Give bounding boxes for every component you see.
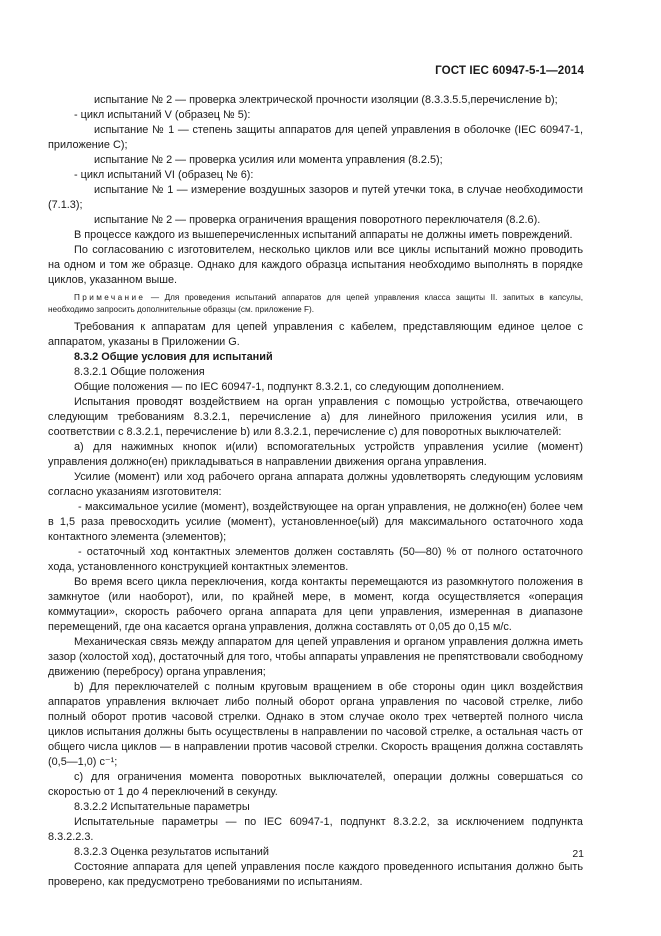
paragraph: Состояние аппарата для цепей управления после каждого проведенного испытания должно быть проверено, как предусмотрено требованиями по испытаниям. <box>48 861 583 888</box>
paragraph: - максимальное усилие (момент), воздействующее на орган управления, не должно(ен) более чем в 1,5 раза превосходить усилие (момент), установленное(ый) для максимального остаточного хода контактного элемента (элементов); <box>48 501 583 543</box>
note-text: — Для проведения испытаний аппаратов для цепей управления класса защиты II. запитых в капсулы, необходимо запросить дополнительные образцы (см. приложение F). <box>48 293 583 314</box>
text-section-2 <box>48 320 583 890</box>
paragraph: а) для нажимных кнопок и(или) вспомогательных устройств управления усилие (момент) управления должно(ен) прикладываться в направлении движения органа управления. <box>48 441 583 468</box>
paragraph: испытание № 2 — проверка усилия или момента управления (8.2.5); <box>94 154 443 166</box>
note-label: Примечание <box>74 293 146 302</box>
paragraph: - остаточный ход контактных элементов должен составлять (50—80) % от полного остаточного хода, установленного конструкцией контактных элементов. <box>48 546 583 573</box>
paragraph: - цикл испытаний VI (образец № 6): <box>74 169 254 181</box>
text-section-1 <box>48 93 583 288</box>
paragraph: Во время всего цикла переключения, когда контакты перемещаются из разомкнутого положения в замкнутое (или наоборот), или, по крайней мере, в момент, когда осуществляется «операция коммутации», скорость рабочего органа аппарата для цепи управления, измеренная в диапазоне перемещений, где она касается органа управления, должна составлять от 0,05 до 0,15 м/с. <box>48 576 583 633</box>
note-paragraph <box>48 292 583 315</box>
paragraph: b) Для переключателей с полным круговым вращением в обе стороны один цикл воздействия аппаратов управления включает либо полный оборот органа управления по часовой стрелке, либо полный оборот против часовой стрелки. Однако в этом случае около трех четвертей полного числа циклов испытания должны быть осуществлены в направлении по часовой стрелке, а остальная часть от общего числа циклов — в направлении против часовой стрелки. Скорость вращения должна составлять (0,5—1,0) с⁻¹; <box>48 681 583 768</box>
paragraph: испытание № 1 — степень защиты аппаратов для цепей управления в оболочке (IEC 60947-1, приложение С); <box>48 124 583 151</box>
paragraph: Механическая связь между аппаратом для цепей управления и органом управления должна иметь зазор (холостой ход), достаточный для того, чтобы аппараты управления не препятствовали свободному движению (перебросу) органа управления; <box>48 636 583 678</box>
paragraph: 8.3.2.1 Общие положения <box>74 366 205 378</box>
document-body <box>48 93 583 890</box>
paragraph: Требования к аппаратам для цепей управления с кабелем, представляющим единое целое с аппаратом, указаны в Приложении G. <box>48 321 583 348</box>
paragraph: 8.3.2.3 Оценка результатов испытаний <box>74 846 269 858</box>
paragraph: 8.3.2 Общие условия для испытаний <box>74 351 273 363</box>
paragraph: испытание № 2 — проверка электрической прочности изоляции (8.3.3.5.5,перечисление b); <box>94 94 558 106</box>
document-header: ГОСТ IEC 60947-5-1—2014 <box>435 64 584 77</box>
paragraph: 8.3.2.2 Испытательные параметры <box>74 801 250 813</box>
paragraph: - цикл испытаний V (образец № 5): <box>74 109 251 121</box>
paragraph: испытание № 1 — измерение воздушных зазоров и путей утечки тока, в случае необходимости (7.1.3); <box>48 184 583 211</box>
paragraph: Испытания проводят воздействием на орган управления с помощью устройства, отвечающего следующим требованиям 8.3.2.1, перечисление а) для линейного приложения усилия или, в соответствии с 8.3.2.1, перечисление b) или 8.3.2.1, перечисление с) для поворотных выключателей: <box>48 396 583 438</box>
paragraph: Усилие (момент) или ход рабочего органа аппарата должны удовлетворять следующим условиям согласно указаниям изготовителя: <box>48 471 583 498</box>
paragraph: испытание № 2 — проверка ограничения вращения поворотного переключателя (8.2.6). <box>94 214 541 226</box>
page-number: 21 <box>572 848 584 860</box>
paragraph: Испытательные параметры — по IEC 60947-1, подпункт 8.3.2.2, за исключением подпункта 8.3.2.2.3. <box>48 816 583 843</box>
paragraph: Общие положения — по IEC 60947-1, подпункт 8.3.2.1, со следующим дополнением. <box>74 381 505 393</box>
paragraph: По согласованию с изготовителем, несколько циклов или все циклы испытаний можно проводить на одном и том же образце. Однако для каждого образца испытания необходимо выполнять в порядке циклов, указанном выше. <box>48 244 583 286</box>
paragraph: с) для ограничения момента поворотных выключателей, операции должны совершаться со скоростью от 1 до 4 переключений в секунду. <box>48 771 583 798</box>
paragraph: В процессе каждого из вышеперечисленных испытаний аппараты не должны иметь повреждений. <box>74 229 573 241</box>
